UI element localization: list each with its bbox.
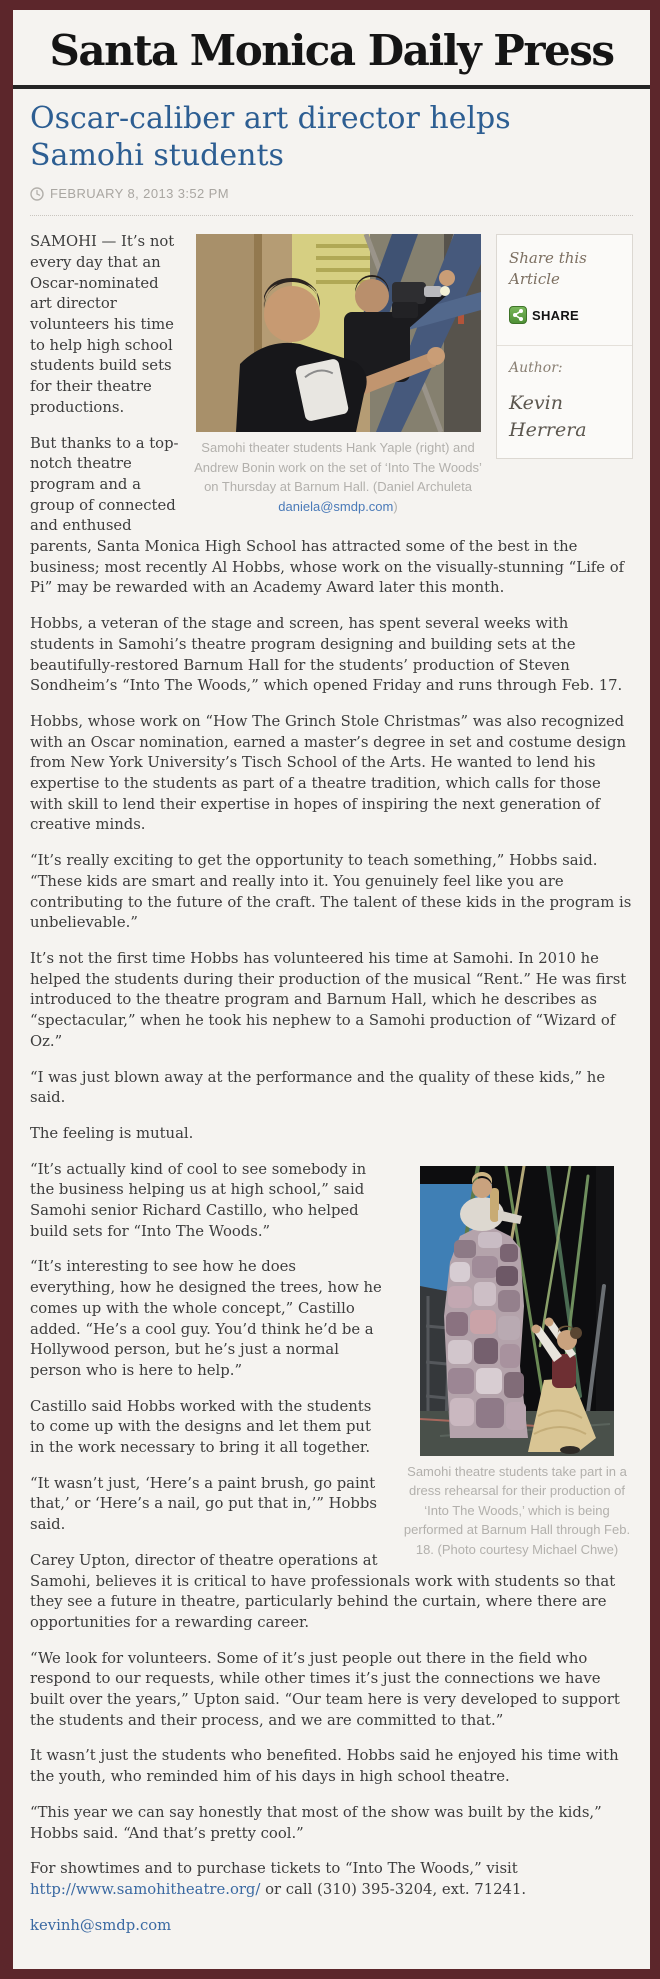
dateline bbox=[30, 186, 633, 216]
paragraph: It wasn’t just the students who benefited. Hobbs said he enjoyed his time with the youth, who reminded him of his days in high school theatre. bbox=[30, 1747, 619, 1786]
set-building-photo bbox=[196, 234, 481, 432]
paragraph: “I was just blown away at the performance and the quality of these kids,” he said. bbox=[30, 1068, 606, 1107]
paragraph: But thanks to a top-notch theatre program and a group of connected and enthused parents, Santa Monica High School has attracted some of the best in the business; most recently Al Hobbs, whose work on the visually-stunning “Life of Pi” may be rewarded with an Academy Award later this month. bbox=[30, 434, 625, 597]
author-email-paragraph bbox=[30, 1916, 633, 1937]
publish-date: FEBRUARY 8, 2013 3:52 PM bbox=[50, 186, 229, 202]
page-title: Oscar-caliber art director helps Samohi students bbox=[30, 101, 511, 173]
paragraph: Hobbs, whose work on “How The Grinch Stole Christmas” was also recognized with an Oscar nomination, earned a master’s degree in set and costume design from New York University’s Tisch School of the Arts. He wanted to lend his expertise to the students as part of a theatre tradition, which calls for those with skill to lend their expertise in hopes of inspiring the next generation of creative minds. bbox=[30, 712, 626, 834]
caption-text: Samohi theater students Hank Yaple (right) and Andrew Bonin work on the set of ‘Into The Woods’ on Thursday at Barnum Hall. (Daniel Archuleta bbox=[194, 440, 482, 495]
paragraph: The feeling is mutual. bbox=[30, 1124, 194, 1142]
paragraph: “It’s really exciting to get the opportunity to teach something,” Hobbs said. “These kids are smart and really into it. You genuinely feel like you are contributing to the future of the craft. The talent of these kids in the program is unbelievable.” bbox=[30, 852, 632, 932]
share-sidebar bbox=[496, 234, 633, 458]
share-section bbox=[497, 235, 632, 345]
paragraph: Hobbs, a veteran of the stage and screen, has spent several weeks with students in Samohi’s theatre program designing and building sets at the beautifully-restored Barnum Hall for the students’ production of Steven Sondheim’s “Into The Woods,” which opened Friday and runs through Feb. 17. bbox=[30, 615, 623, 695]
paragraph: “This year we can say honestly that most of the show was built by the kids,” Hobbs said. “And that’s pretty cool.” bbox=[30, 1803, 602, 1842]
article-page bbox=[13, 10, 650, 1969]
paragraph: “It wasn’t just, ‘Here’s a paint brush, go paint that,’ or ‘Here’s a nail, go put that in,’” Hobbs said. bbox=[30, 1474, 377, 1534]
clock-icon bbox=[30, 187, 44, 201]
masthead bbox=[13, 10, 650, 83]
showtimes-paragraph bbox=[30, 1859, 633, 1900]
author-name: Kevin Herrera bbox=[509, 392, 587, 442]
photo-figure-set-building bbox=[192, 234, 484, 516]
share-title: Share this Article bbox=[509, 249, 587, 289]
dress-rehearsal-photo bbox=[420, 1166, 614, 1456]
paragraph: SAMOHI — It’s not every day that an Oscar-nominated art director volunteers his time to help high school students build sets for their theatre productions. bbox=[30, 233, 175, 416]
photo-caption bbox=[192, 438, 484, 516]
article-body bbox=[13, 216, 650, 1969]
showtimes-suffix: or call (310) 395-3204, ext. 71241. bbox=[260, 1881, 527, 1898]
paragraph: Castillo said Hobbs worked with the students to come up with the designs and let them put in the work necessary to bring it all together. bbox=[30, 1397, 372, 1457]
caption-suffix: ) bbox=[393, 498, 398, 514]
masthead-title: Santa Monica Daily Press bbox=[49, 26, 614, 75]
author-email-link[interactable]: kevinh@smdp.com bbox=[30, 1916, 172, 1934]
share-button[interactable] bbox=[509, 306, 579, 324]
share-icon bbox=[509, 306, 527, 324]
paragraph: “It’s interesting to see how he does everything, how he designed the trees, how he comes up with the whole concept,” Castillo added. “He’s a cool guy. You’d think he’d be a Hollywood person, but he’s just a normal person who is here to help.” bbox=[30, 1258, 382, 1379]
theatre-website-link[interactable]: http://www.samohitheatre.org/ bbox=[30, 1881, 261, 1898]
author-section bbox=[497, 345, 632, 458]
share-button-label: SHARE bbox=[532, 307, 580, 323]
photo-caption: Samohi theatre students take part in a dress rehearsal for their production of ‘Into The Woods,’ which is being performed at Barnum Hall through Feb. 18. (Photo courtesy Michael Chwe) bbox=[403, 1463, 631, 1557]
showtimes-text: For showtimes and to purchase tickets to “Into The Woods,” visit bbox=[30, 1860, 518, 1878]
paragraph: “It’s actually kind of cool to see somebody in the business helping us at high school,” said Samohi senior Richard Castillo, who helped build sets for “Into The Woods.” bbox=[30, 1160, 367, 1240]
author-label: Author: bbox=[509, 359, 563, 376]
photo-figure-dress-rehearsal bbox=[401, 1166, 633, 1560]
paragraph: It’s not the first time Hobbs has volunteered his time at Samohi. In 2010 he helped the students during their production of the musical “Rent.” He was first introduced to the theatre program and Barnum Hall, which he describes as “spectacular,” when he took his nephew to a Samohi production of “Wizard of Oz.” bbox=[30, 949, 627, 1050]
photographer-email-link[interactable]: daniela@smdp.com bbox=[278, 498, 394, 514]
article-header bbox=[13, 89, 650, 216]
paragraph: “We look for volunteers. Some of it’s just people out there in the field who respond to our requests, while other times it’s just the connections we have built over the years,” Upton said. “Our team here is very developed to support the students and their process, and we are committed to that.” bbox=[30, 1649, 620, 1729]
paragraph: Carey Upton, director of theatre operations at Samohi, believes it is critical to have professionals work with students so that they see a future in theatre, particularly behind the curtain, where there are opportunities for a rewarding career. bbox=[30, 1551, 616, 1631]
